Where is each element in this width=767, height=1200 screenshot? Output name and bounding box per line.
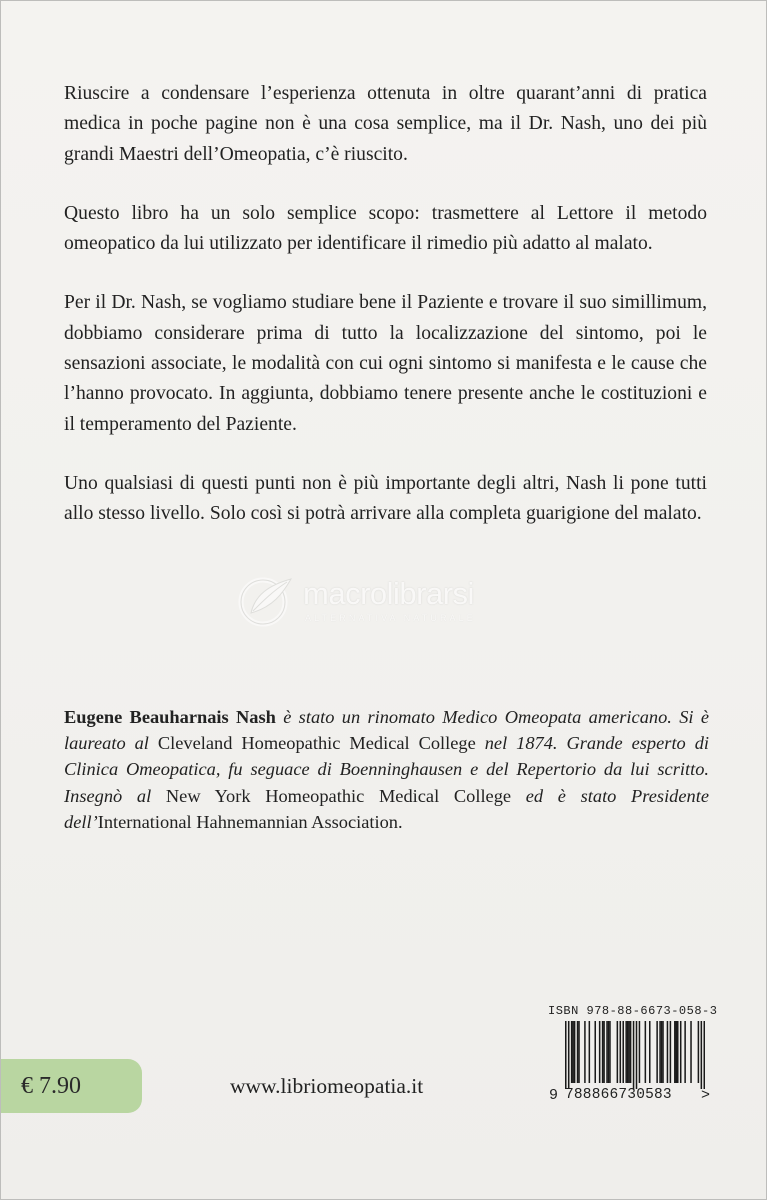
barcode-bar xyxy=(645,1021,647,1083)
bio-college-2: New York Homeopathic Medical College xyxy=(165,785,512,806)
blurb-paragraph-3: Per il Dr. Nash, se vogliamo studiare bene il Paziente e trovare il suo simillimum, dobbiamo considerare prima di tutto la localizzazione del sintomo, poi le sensazioni associate, le modalità con cui ogni sintomo si manifesta e le cause che l’hanno provocato. In aggiunta, dobbiamo tenere presente anche le costituzioni e il temperamento del Paziente. xyxy=(64,292,707,435)
watermark-brand-name: macrolibrarsi xyxy=(303,576,474,611)
barcode-bar xyxy=(677,1021,679,1083)
blurb-paragraph-2: Questo libro ha un solo semplice scopo: trasmettere al Lettore il metodo omeopatico da lui utilizzato per identificare il rimedio più adatto al malato. xyxy=(64,202,707,255)
barcode-bar xyxy=(584,1021,586,1083)
barcode-bar xyxy=(630,1021,632,1083)
barcode-bar xyxy=(633,1021,635,1089)
barcode-bar xyxy=(670,1021,672,1083)
bio-association: International Hahnemannian Association. xyxy=(97,811,403,832)
barcode-bar xyxy=(578,1021,580,1083)
barcode-bar xyxy=(636,1021,638,1089)
barcode-bar xyxy=(602,1021,604,1083)
barcode-bar xyxy=(661,1021,663,1083)
barcode-bar xyxy=(704,1021,705,1089)
author-bio xyxy=(64,704,709,835)
barcode-bar xyxy=(649,1021,651,1083)
barcode-bar xyxy=(568,1021,570,1089)
bio-college-1: Cleveland Homeopathic Medical College xyxy=(157,733,476,754)
barcode-bar xyxy=(690,1021,692,1083)
ean-digits: 788866730583 xyxy=(565,1087,672,1103)
barcode-bar xyxy=(608,1021,610,1083)
barcode-bar xyxy=(674,1021,676,1083)
ean-arrow: > xyxy=(701,1087,711,1104)
barcode-icon xyxy=(565,1021,705,1089)
barcode-bar xyxy=(659,1021,661,1083)
price-badge xyxy=(1,1059,142,1113)
barcode-bar xyxy=(667,1021,669,1083)
barcode-bar xyxy=(698,1021,700,1083)
author-name: Eugene Beauharnais Nash xyxy=(64,707,276,727)
price-label: € 7.90 xyxy=(21,1073,81,1099)
barcode-bar xyxy=(577,1021,579,1083)
barcode-bar xyxy=(574,1021,576,1083)
bio-segment-3: ed è stato Presidente dell’ xyxy=(64,785,709,832)
macrolibrarsi-watermark xyxy=(237,573,537,633)
bio-segment-2: nel 1874. Grande esperto di Clinica Omeopatica, fu seguace di Boenninghausen e del Repertorio da lui scritto. Insegnò al xyxy=(64,733,709,806)
blurb-paragraph-4: Uno qualsiasi di questi punti non è più importante degli altri, Nash li pone tutti allo stesso livello. Solo così si potrà arrivare alla completa guarigione del malato. xyxy=(64,472,707,525)
isbn-label: ISBN 978-88-6673-058-3 xyxy=(548,1004,718,1018)
blurb-paragraph-1: Riuscire a condensare l’esperienza ottenuta in oltre quarant’anni di pratica medica in poche pagine non è una cosa semplice, ma il Dr. Nash, uno dei più grandi Maestri dell’Omeopatia, c’è riuscito. xyxy=(64,83,707,165)
barcode-bar xyxy=(617,1021,619,1083)
barcode-bar xyxy=(572,1021,574,1083)
barcode-bar xyxy=(606,1021,608,1083)
barcode-bar xyxy=(594,1021,596,1083)
website-url: www.libriomeopatia.it xyxy=(230,1074,424,1098)
barcode-bar xyxy=(662,1021,664,1083)
isbn-barcode-block xyxy=(541,1004,718,1106)
barcode-bar xyxy=(620,1021,622,1083)
barcode-bar xyxy=(622,1021,624,1083)
barcode-bar xyxy=(571,1021,573,1083)
leaf-circle-icon xyxy=(237,575,295,627)
barcode-bar xyxy=(628,1021,630,1083)
barcode-bar xyxy=(565,1021,567,1089)
barcode-bar xyxy=(639,1021,641,1083)
watermark-tagline: ALTERNATIVA NATURALE xyxy=(305,613,476,623)
ean-first-digit: 9 xyxy=(549,1087,559,1104)
barcode-bar xyxy=(656,1021,658,1083)
barcode-bar xyxy=(701,1021,703,1089)
barcode-bar xyxy=(589,1021,591,1083)
barcode-bar xyxy=(599,1021,601,1083)
barcode-bar xyxy=(684,1021,686,1083)
bio-segment-1: è stato un rinomato Medico Omeopata americano. Si è laureato al xyxy=(64,707,709,754)
barcode-bar xyxy=(603,1021,605,1083)
barcode-bar xyxy=(676,1021,678,1083)
blurb-text xyxy=(64,79,707,559)
barcode-bar xyxy=(609,1021,611,1083)
barcode-bar xyxy=(627,1021,629,1083)
barcode-bar xyxy=(625,1021,627,1083)
barcode-bar xyxy=(680,1021,682,1083)
